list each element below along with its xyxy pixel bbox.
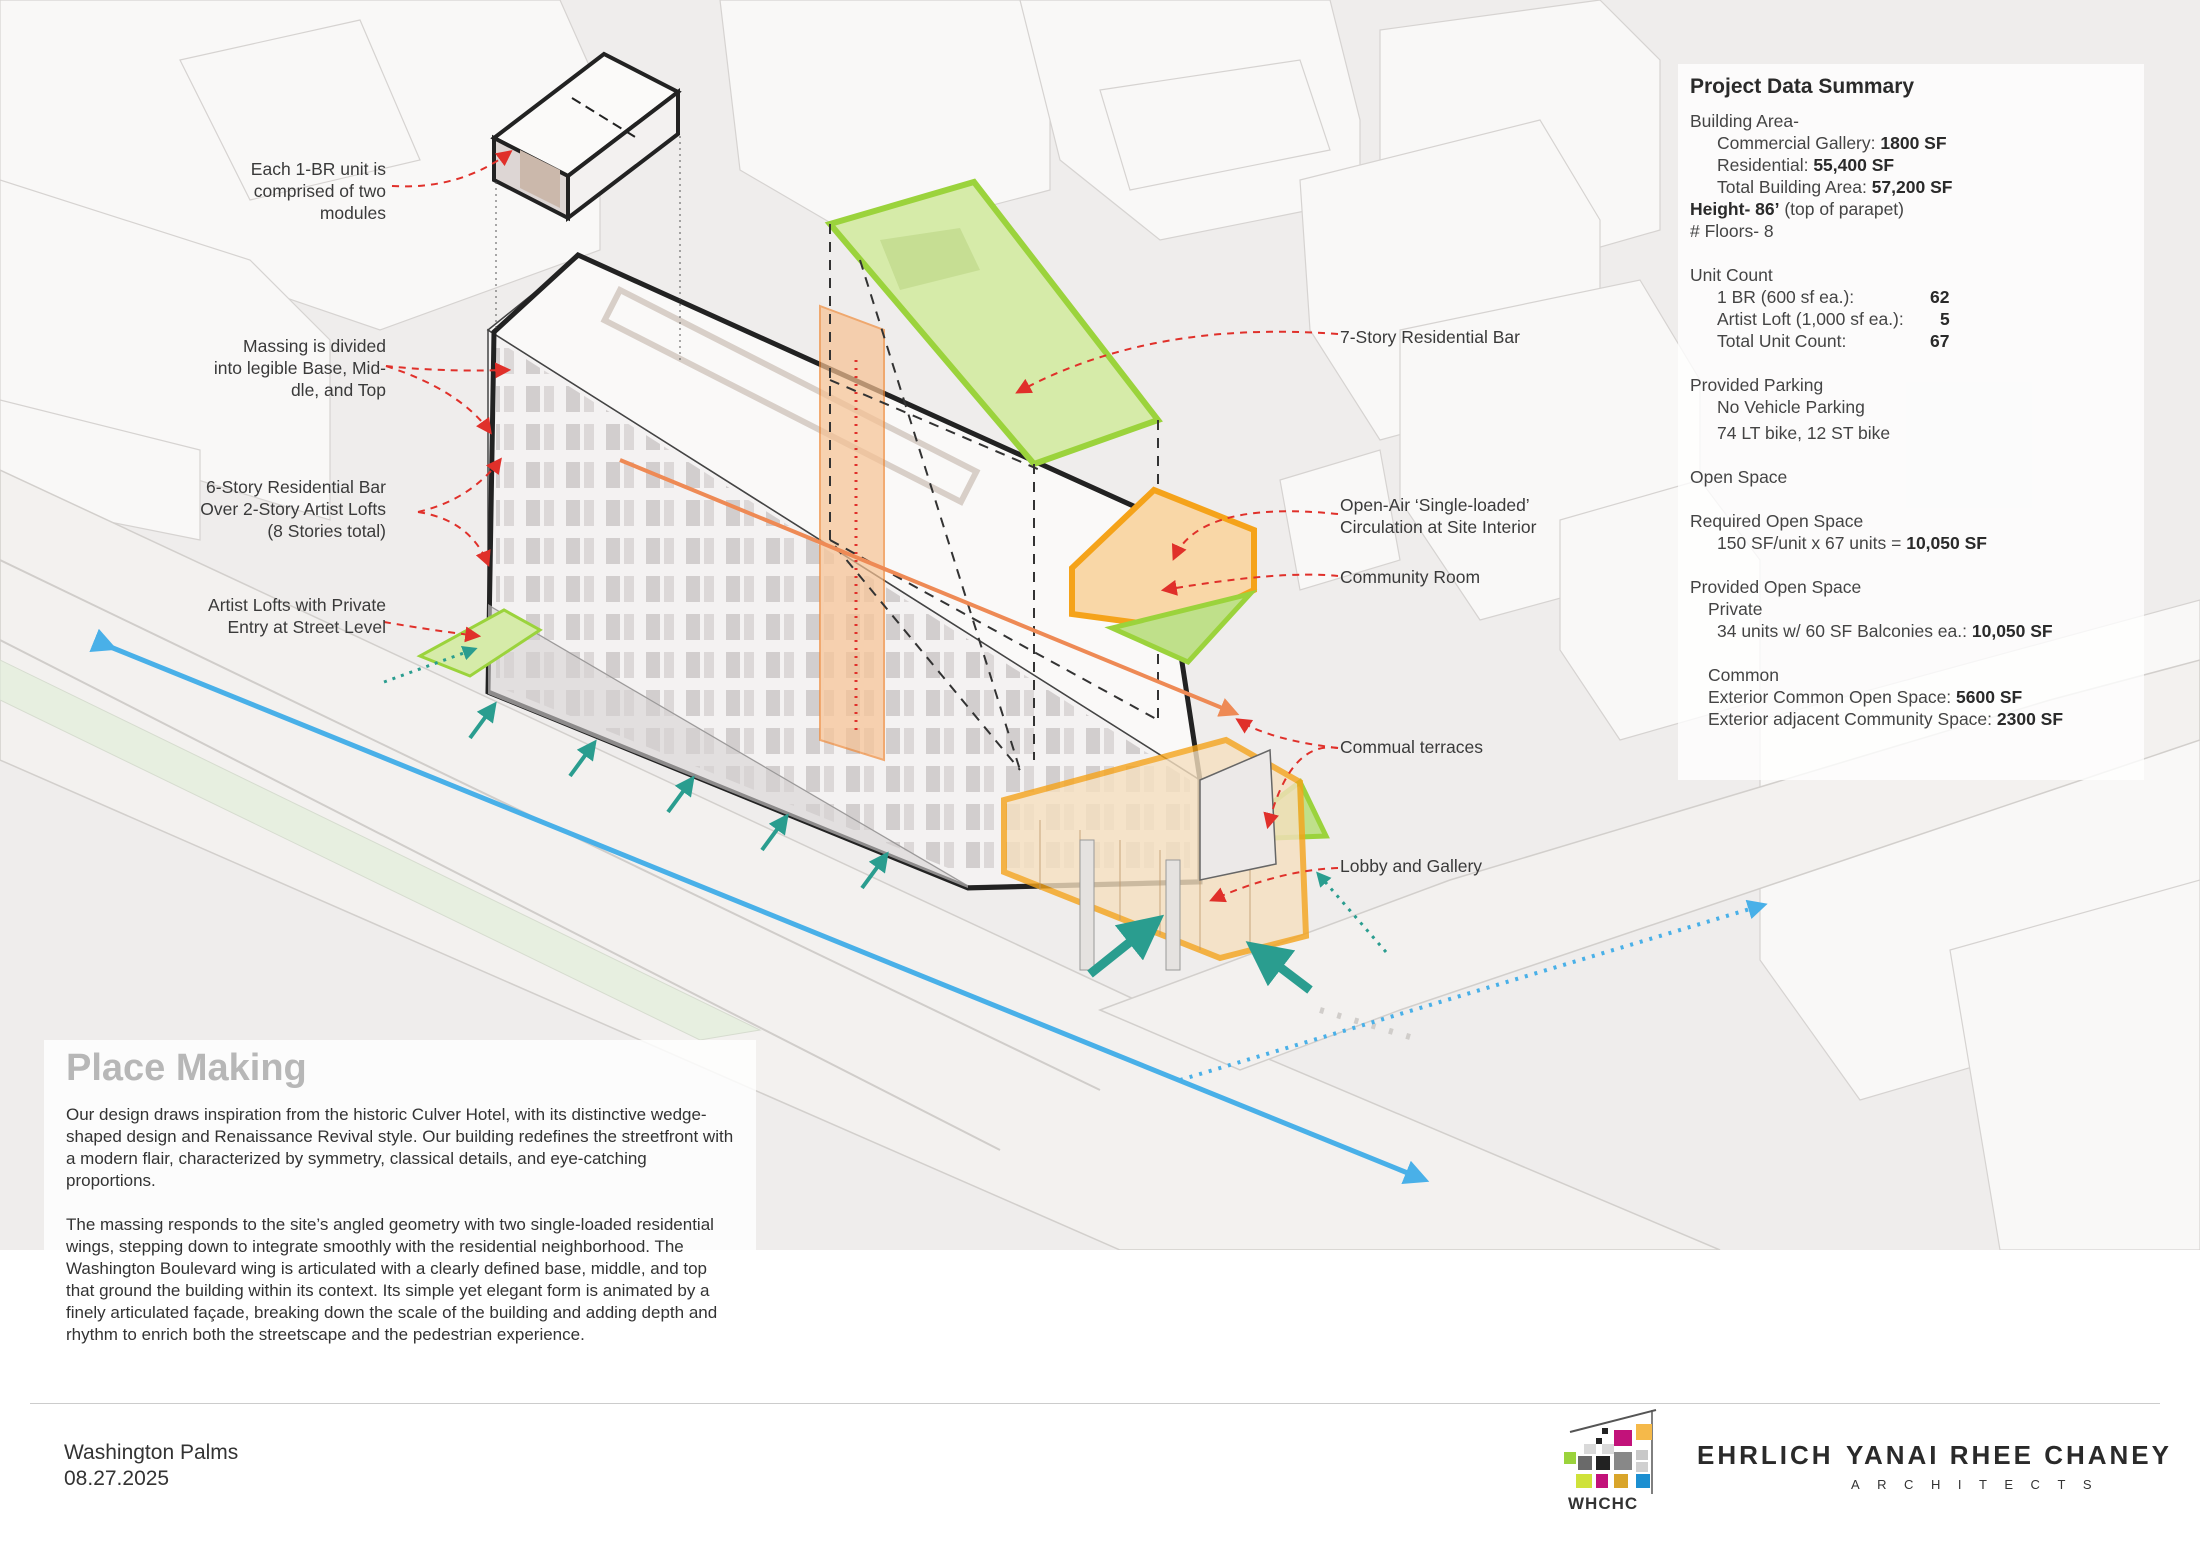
callout-six-story: [136, 476, 386, 542]
unit-row: [1690, 330, 2132, 352]
callout-circulation: [1340, 494, 1536, 538]
row-label: Total Unit Count:: [1717, 331, 1847, 351]
row-value: 2300 SF: [1996, 709, 2064, 729]
ext-adjacent-row: [1690, 708, 2132, 730]
place-making-title: Place Making: [66, 1047, 307, 1089]
unit-row: [1690, 308, 2132, 330]
residential-row: [1690, 154, 2132, 176]
callout-line: Entry at Street Level: [227, 617, 386, 637]
callout-massing: [160, 335, 386, 401]
callout-line: 6-Story Residential Bar: [206, 477, 386, 497]
place-making-paragraph-2: The massing responds to the site’s angled geometry with two single-loaded residential wings, stepping down to integrate smoothly with the residential neighborhood. The Washington Boulevard wing is articulated with a clearly defined base, middle, and top that ground the building within its context. Its simple yet elegant form is animated by a finely articulated façade, breaking down the scale of the building and adding depth and rhythm to enrich both the streetscape and the pedestrian experience.: [66, 1215, 718, 1344]
callout-line: Over 2-Story Artist Lofts: [200, 499, 386, 519]
callout-artist-lofts: [136, 594, 386, 638]
row-label: Total Building Area:: [1717, 177, 1872, 197]
callout-line: Artist Lofts with Private: [208, 595, 386, 615]
row-value: 5: [1940, 309, 1950, 329]
total-area-row: [1690, 176, 2132, 198]
row-value: 1800 SF: [1880, 133, 1947, 153]
required-row: [1690, 532, 2132, 554]
row-label: 34 units w/ 60 SF Balconies ea.:: [1717, 621, 1972, 641]
callout-seven-story: 7-Story Residential Bar: [1340, 327, 1520, 347]
height-row: [1690, 198, 2132, 220]
callout-line: dle, and Top: [290, 380, 386, 400]
row-value: 5600 SF: [1956, 687, 2023, 707]
place-making-paragraph-1: Our design draws inspiration from the historic Culver Hotel, with its distinctive wedge-shaped design and Renaissance Revival style. Our building redefines the streetfront with a modern flair, characterized by symmetry, classical details, and eye-catching proportions.: [66, 1105, 734, 1190]
project-data-summary: [1678, 64, 2144, 780]
row-value: 10,050 SF: [1906, 533, 1987, 553]
row-label: 150 SF/unit x 67 units =: [1717, 533, 1907, 553]
row-value: 57,200 SF: [1871, 177, 1953, 197]
row-label: 1 BR (600 sf ea.):: [1717, 287, 1855, 307]
row-value: 62: [1930, 287, 1950, 307]
callout-lobby: Lobby and Gallery: [1340, 856, 1483, 876]
row-label: Artist Loft (1,000 sf ea.):: [1717, 309, 1904, 329]
unit-row: [1690, 286, 2132, 308]
firm-name-yrc: YANAI RHEE CHANEY: [1846, 1440, 2172, 1470]
parking-line: No Vehicle Parking: [1717, 397, 1865, 417]
callout-line: into legible Base, Mid-: [213, 358, 386, 378]
building-area-heading: Building Area-: [1690, 111, 1799, 131]
callout-line: (8 Stories total): [267, 521, 386, 541]
common-heading: Common: [1708, 665, 1779, 685]
callout-line: Open-Air ‘Single-loaded’: [1340, 495, 1530, 515]
firm-name-ehrlich: EHRLICH: [1697, 1440, 1834, 1470]
row-value: 10,050 SF: [1971, 621, 2053, 641]
private-heading: Private: [1708, 599, 1763, 619]
row-label: (top of parapet): [1779, 199, 1904, 219]
summary-title: Project Data Summary: [1690, 75, 1915, 98]
callout-unit-modules: [196, 158, 386, 224]
place-making-panel: [44, 1040, 756, 1370]
callout-terraces: Commual terraces: [1340, 737, 1483, 757]
row-label: Residential:: [1717, 155, 1814, 175]
row-value: 55,400 SF: [1813, 155, 1895, 175]
required-heading: Required Open Space: [1690, 511, 1864, 531]
callout-line: Each 1-BR unit is: [250, 159, 386, 179]
private-row: [1690, 620, 2132, 642]
commercial-row: [1690, 132, 2132, 154]
unit-count-heading: Unit Count: [1690, 265, 1773, 285]
parking-heading: Provided Parking: [1690, 375, 1824, 395]
callout-line: modules: [319, 203, 386, 223]
callout-line: comprised of two: [253, 181, 386, 201]
project-date: 08.27.2025: [64, 1467, 170, 1490]
open-space-heading: Open Space: [1690, 467, 1788, 487]
project-name: Washington Palms: [64, 1441, 239, 1464]
callout-community-room: Community Room: [1340, 567, 1481, 587]
firm-name-architects: ARCHITECTS: [1851, 1477, 2110, 1492]
footer-divider: [30, 1403, 2160, 1404]
row-value: Height- 86’: [1690, 199, 1780, 219]
callout-line: Massing is divided: [243, 336, 386, 356]
floors-row: # Floors- 8: [1690, 221, 1774, 241]
row-label: Commercial Gallery:: [1717, 133, 1881, 153]
row-label: Exterior Common Open Space:: [1708, 687, 1957, 707]
ext-common-row: [1690, 686, 2132, 708]
parking-line: 74 LT bike, 12 ST bike: [1717, 423, 1891, 443]
callout-line: Circulation at Site Interior: [1340, 517, 1537, 537]
project-info: [64, 1440, 238, 1492]
whchc-wordmark: WHCHC: [1568, 1494, 1639, 1513]
provided-heading: Provided Open Space: [1690, 577, 1862, 597]
row-value: 67: [1930, 331, 1950, 351]
row-label: Exterior adjacent Community Space:: [1708, 709, 1997, 729]
